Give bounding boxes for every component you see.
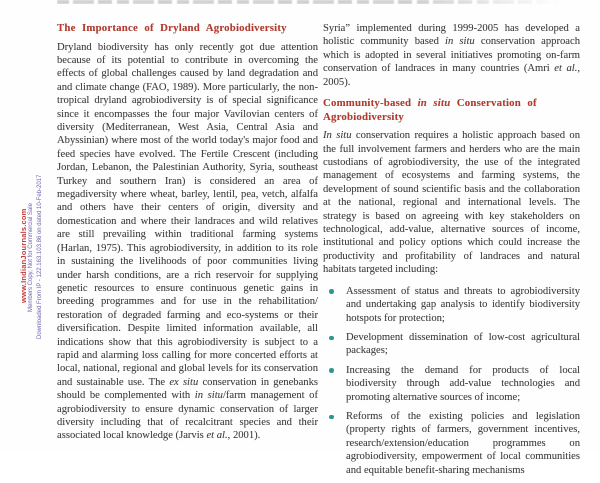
list-item-text: Development dissemination of low-cost agricultural packages; (346, 331, 580, 357)
section-heading-importance: The Importance of Dryland Agrobiodiversity (57, 22, 287, 34)
clipped-top-text-line (57, 0, 565, 4)
watermark-download-notice: Downloaded From IP - 122.163.103.86 on dated 10-Feb-2017 (37, 174, 43, 339)
list-item (323, 331, 580, 358)
bullet-dot-icon (329, 336, 334, 341)
section-heading-community-conservation: Community-based in situ Conservation of Agrobiodiversity (323, 97, 537, 123)
list-item-text: Assessment of status and threats to agrobiodiversity and undertaking gap analysis to identify biodiversity hotspots for protection; (346, 285, 580, 324)
list-item (323, 364, 580, 404)
right-text-column (323, 22, 580, 483)
list-item-text: Reforms of the existing policies and legislation (property rights of farmers, government incentives, research/extension/education programmes on agrobiodiversity, empowerment of local communities and equitable benefit-sharing mechanisms (346, 410, 580, 476)
left-column-paragraph: Dryland biodiversity has only recently got due attention because of its potential to contribute in overcoming the effects of global challenges caused by land degradation and and climate change (FAO, 1989). More particularly, the non-tropical dryland agrobiodiversity is of special significance since it encompasses the four major Vavilovian centers of diversity (Mediterranean, West Asia, Central Asia and Abyssinian) where most of the world today's major food and feed species have evolved. The Fertile Crescent (including Jordan, Lebanon, the Palestinian Authority, Syria, southeast Turkey and southern Iran) is considered an area of megadiversity where wheat, barley, lentil, pea, vetch, alfalfa and others have their centers of origin, diversity and domestication and where their landraces and wild relatives are still prevailing within traditional farming systems (Harlan, 1975). This agrobiodiversity, in addition to its role in sustaining the livelihoods of poor communities living under harsh conditions, are a rich reservoir for supplying genetic resources to ensure continuous genetic gains in breeding programmes and for use in the rehabilitation/ restoration of degraded farming and eco-systems or their diversification. Despite limited information available, all indications show that this agrobiodiversity is subject to a rapid and alarming loss calling for more concerted efforts at local, national, regional and global levels for its conservation and sustainable use. The ex situ conservation in genebanks should be complemented with in situ/farm management of agrobiodiversity to ensure dynamic conservation of larger diversity including that of recalcitrant species and their associated local knowledge (Jarvis et al., 2001). (57, 41, 318, 442)
list-item (323, 410, 580, 477)
list-item (323, 285, 580, 325)
watermark-member-notice: Members Copy, Not for Commercial Sale (28, 203, 34, 312)
bullet-dot-icon (329, 415, 334, 420)
list-item-text: Increasing the demand for products of local biodiversity through add-value technologies and promoting alternative sources of income; (346, 364, 580, 403)
in-situ-intro-paragraph: In situ conservation requires a holistic approach based on the full involvement farmers and herders who are the main custodians of agrobiodiversity, the use of the integrated management of ecosystems and farming systems, the development of sound scientific basis and the collaboration at the national, regional and international levels. The strategy is based on agreeing with key stakeholders on technological, add-value, alternative sources of income, institutional and policy options which could increase the productivity and profitability of landraces and natural habitats targeted including: (323, 130, 580, 276)
bullet-dot-icon (329, 368, 334, 373)
strategy-bullet-list (323, 285, 580, 477)
left-text-column (57, 22, 318, 451)
continuation-paragraph: Syria” implemented during 1999-2005 has developed a holistic community based in situ conservation approach which is adopted in several initiatives promoting on-farm conservation of landraces in many countries (Amri et al., 2005). (323, 23, 581, 88)
watermark-site-url: www.IndianJournals.com (19, 208, 28, 303)
bullet-dot-icon (329, 289, 334, 294)
